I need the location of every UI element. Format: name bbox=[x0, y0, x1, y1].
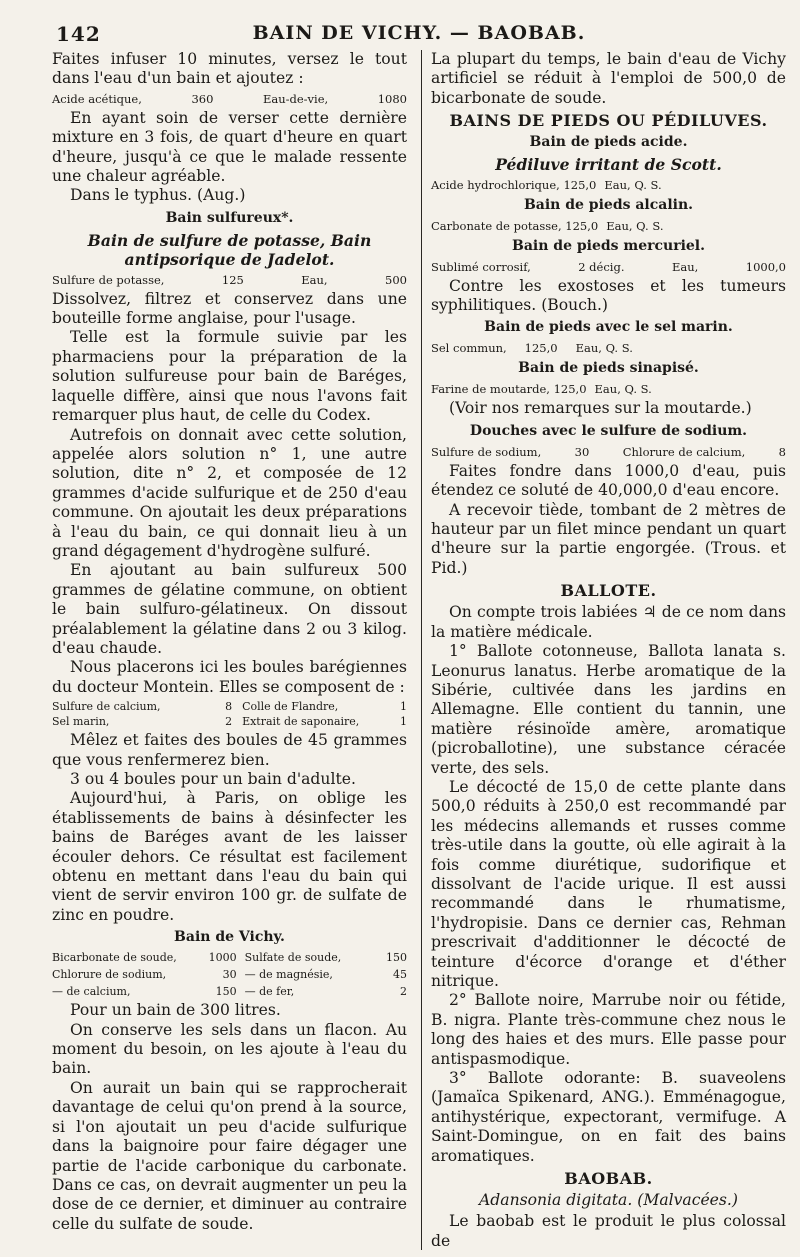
section-heading-baobab: BAOBAB. bbox=[564, 1169, 653, 1189]
paragraph: (Voir nos remarques sur la moutarde.) bbox=[449, 399, 752, 418]
paragraph: Pour un bain de 300 litres. bbox=[70, 1001, 281, 1020]
paragraph: On compte trois labiées ♃ de ce nom dans la matière médicale. bbox=[431, 603, 786, 641]
paragraph: La plupart du temps, le bain d'eau de Vichy artificiel se réduit à l'emploi de 500,0 de bicarbonate de soude. bbox=[431, 50, 786, 107]
page-number: 142 bbox=[56, 22, 101, 46]
formula-bain-de-vichy bbox=[52, 950, 407, 999]
left-column bbox=[52, 50, 407, 1251]
formula-sel-commun: Sel commun, 125,0 Eau, Q. S. bbox=[431, 341, 633, 356]
text-columns bbox=[52, 50, 786, 1251]
paragraph: En ayant soin de verser cette dernière mixture en 3 fois, de quart d'heure en quart d'heure, jusqu'à ce que le malade ressente une chaleur agréable. bbox=[52, 108, 407, 186]
formula-row: Bicarbonate de soude, 1000 Sulfate de soude, 150 bbox=[52, 951, 407, 965]
formula-row: Sel marin, 2 Extrait de saponaire, 1 bbox=[52, 715, 407, 729]
heading-bain-de-pieds-sinapise: Bain de pieds sinapisé. bbox=[518, 360, 699, 377]
paragraph: On conserve les sels dans un flacon. Au moment du besoin, on les ajoute à l'eau du bain. bbox=[52, 1020, 407, 1078]
formula-acide-hydrochlorique: Acide hydrochlorique, 125,0 Eau, Q. S. bbox=[431, 177, 662, 192]
paragraph: Nous placerons ici les boules barégiennes du docteur Montein. Elles se composent de : bbox=[52, 658, 407, 696]
column-divider bbox=[421, 50, 422, 1250]
subheading-adansonia: Adansonia digitata. (Malvacées.) bbox=[479, 1191, 738, 1210]
running-title: BAIN DE VICHY. — BAOBAB. bbox=[252, 22, 586, 44]
paragraph: 1° Ballote cotonneuse, Ballota lanata s. Leonurus lanatus. Herbe aromatique de la Sibérie, cultivée dans les jardins en Allemagne. Elle contient du tannin, une matière résinoïde amère, aromatique (picroballotine), une substance céracée verte, des sels. bbox=[431, 642, 786, 777]
paragraph: Mêlez et faites des boules de 45 grammes que vous renfermerez bien. bbox=[52, 731, 407, 769]
heading-bain-de-pieds-alcalin: Bain de pieds alcalin. bbox=[523, 196, 694, 213]
paragraph: Dissolvez, filtrez et conservez dans une bouteille forme anglaise, pour l'usage. bbox=[52, 289, 407, 328]
formula-sublime-corrosif: Sublimé corrosif, 2 décig. Eau, 1000,0 bbox=[431, 259, 786, 274]
section-heading-bain-sulfureux: Bain sulfureux*. bbox=[165, 209, 294, 226]
paragraph: Telle est la formule suivie par les pharmaciens pour la préparation de la solution sulfureuse pour bain de Baréges, laquelle diffère, ainsi que nous l'avons fait remarquer plus haut, de celle du Codex. bbox=[52, 328, 407, 425]
formula-row: Chlorure de sodium, 30 — de magnésie, 45 bbox=[52, 968, 407, 982]
paragraph: A recevoir tiède, tombant de 2 mètres de hauteur par un filet mince pendant un quart d'heure sur la partie engorgée. (Trous. et Pid.) bbox=[431, 500, 786, 577]
paragraph: Contre les exostoses et les tumeurs syphilitiques. (Bouch.) bbox=[431, 276, 786, 315]
formula-carbonate-de-potasse: Carbonate de potasse, 125,0 Eau, Q. S. bbox=[431, 218, 664, 233]
right-column bbox=[431, 50, 786, 1251]
heading-douches-sulfure-de-sodium: Douches avec le sulfure de sodium. bbox=[469, 422, 748, 439]
formula-boules-bareges bbox=[52, 699, 407, 729]
section-heading-bains-de-pieds: BAINS DE PIEDS OU PÉDILUVES. bbox=[449, 111, 768, 131]
section-heading-ballote: BALLOTE. bbox=[560, 581, 657, 601]
paragraph: En ajoutant au bain sulfureux 500 grammes de gélatine commune, on obtient le bain sulfuro-gélatineux. On dissout préalablement la gélatine dans 2 ou 3 kilog. d'eau chaude. bbox=[52, 561, 407, 657]
section-heading-bain-de-vichy: Bain de Vichy. bbox=[174, 929, 285, 946]
subheading-sulfure-de-potasse: Bain de sulfure de potasse, Bain antipsorique de Jadelot. bbox=[87, 230, 372, 270]
formula-row: Sulfure de calcium, 8 Colle de Flandre, 1 bbox=[52, 700, 407, 714]
formula-sulfure-de-potasse: Sulfure de potasse, 125 Eau, 500 bbox=[52, 272, 407, 287]
paragraph: 3° Ballote odorante: B. suaveolens (Jamaïca Spikenard, ANG.). Emménagogue, antihystérique, expectorant, vermifuge. A Saint-Domingue, on en fait des bains aromatiques. bbox=[431, 1069, 786, 1165]
paragraph: Dans le typhus. (Aug.) bbox=[70, 186, 246, 205]
paragraph: 2° Ballote noire, Marrube noir ou fétide, B. nigra. Plante très-commune chez nous le long des haies et des murs. Elle passe pour antispasmodique. bbox=[431, 991, 786, 1068]
heading-bain-de-pieds-sel-marin: Bain de pieds avec le sel marin. bbox=[484, 319, 733, 336]
formula-farine-de-moutarde: Farine de moutarde, 125,0 Eau, Q. S. bbox=[431, 382, 652, 397]
formula-sulfure-de-sodium: Sulfure de sodium, 30 Chlorure de calcium, 8 bbox=[431, 444, 786, 459]
paragraph: Le décocté de 15,0 de cette plante dans 500,0 réduits à 250,0 est recommandé par les médecins allemands et russes comme très-utile dans la goutte, où elle agirait à la fois comme diurétique, sudorifique et dissolvant de l'acide urique. Il est aussi recommandé dans le rhumatisme, l'hydropisie. Dans ce dernier cas, Rehman prescrivait d'additionner le décocté de teinture d'écorce d'orange et d'éther nitrique. bbox=[431, 777, 786, 990]
paragraph: Aujourd'hui, à Paris, on oblige les établissements de bains à désinfecter les bains de Baréges avant de les laisser écouler dehors. Ce résultat est facilement obtenu en mettant dans l'eau du bain qui vient de servir environ 100 gr. de sulfate de zinc en poudre. bbox=[52, 789, 407, 924]
paragraph: 3 ou 4 boules pour un bain d'adulte. bbox=[70, 770, 356, 788]
formula-row: — de calcium, 150 — de fer, 2 bbox=[52, 985, 407, 999]
paragraph: Faites infuser 10 minutes, versez le tout dans l'eau d'un bain et ajoutez : bbox=[52, 50, 407, 88]
heading-bain-de-pieds-mercuriel: Bain de pieds mercuriel. bbox=[512, 237, 705, 254]
paragraph: Autrefois on donnait avec cette solution, appelée alors solution n° 1, une autre solution, dite n° 2, et composée de 12 grammes d'acide sulfurique et de 250 d'eau commune. On ajoutait les deux préparations à l'eau du bain, ce qui donnait lieu à un grand dégagement d'hydrogène sulfuré. bbox=[52, 425, 407, 560]
subheading-pediluve-scott: Pédiluve irritant de Scott. bbox=[495, 155, 722, 175]
formula-acide-acetique: Acide acétique, 360 Eau-de-vie, 1080 bbox=[52, 91, 407, 106]
paragraph: Le baobab est le produit le plus colossal de bbox=[431, 1212, 786, 1250]
paragraph: On aurait un bain qui se rapprocherait davantage de celui qu'on prend à la source, si l'on ajoutait un peu d'acide sulfurique dans la baignoire pour faire dégager une partie de l'acide carbonique du carbonate. Dans ce cas, on devrait augmenter un peu la dose de ce dernier, et diminuer au contraire celle du sulfate de soude. bbox=[52, 1078, 407, 1233]
page-header bbox=[52, 16, 786, 50]
heading-bain-de-pieds-acide: Bain de pieds acide. bbox=[529, 134, 688, 151]
paragraph: Faites fondre dans 1000,0 d'eau, puis étendez ce soluté de 40,000,0 d'eau encore. bbox=[431, 461, 786, 500]
